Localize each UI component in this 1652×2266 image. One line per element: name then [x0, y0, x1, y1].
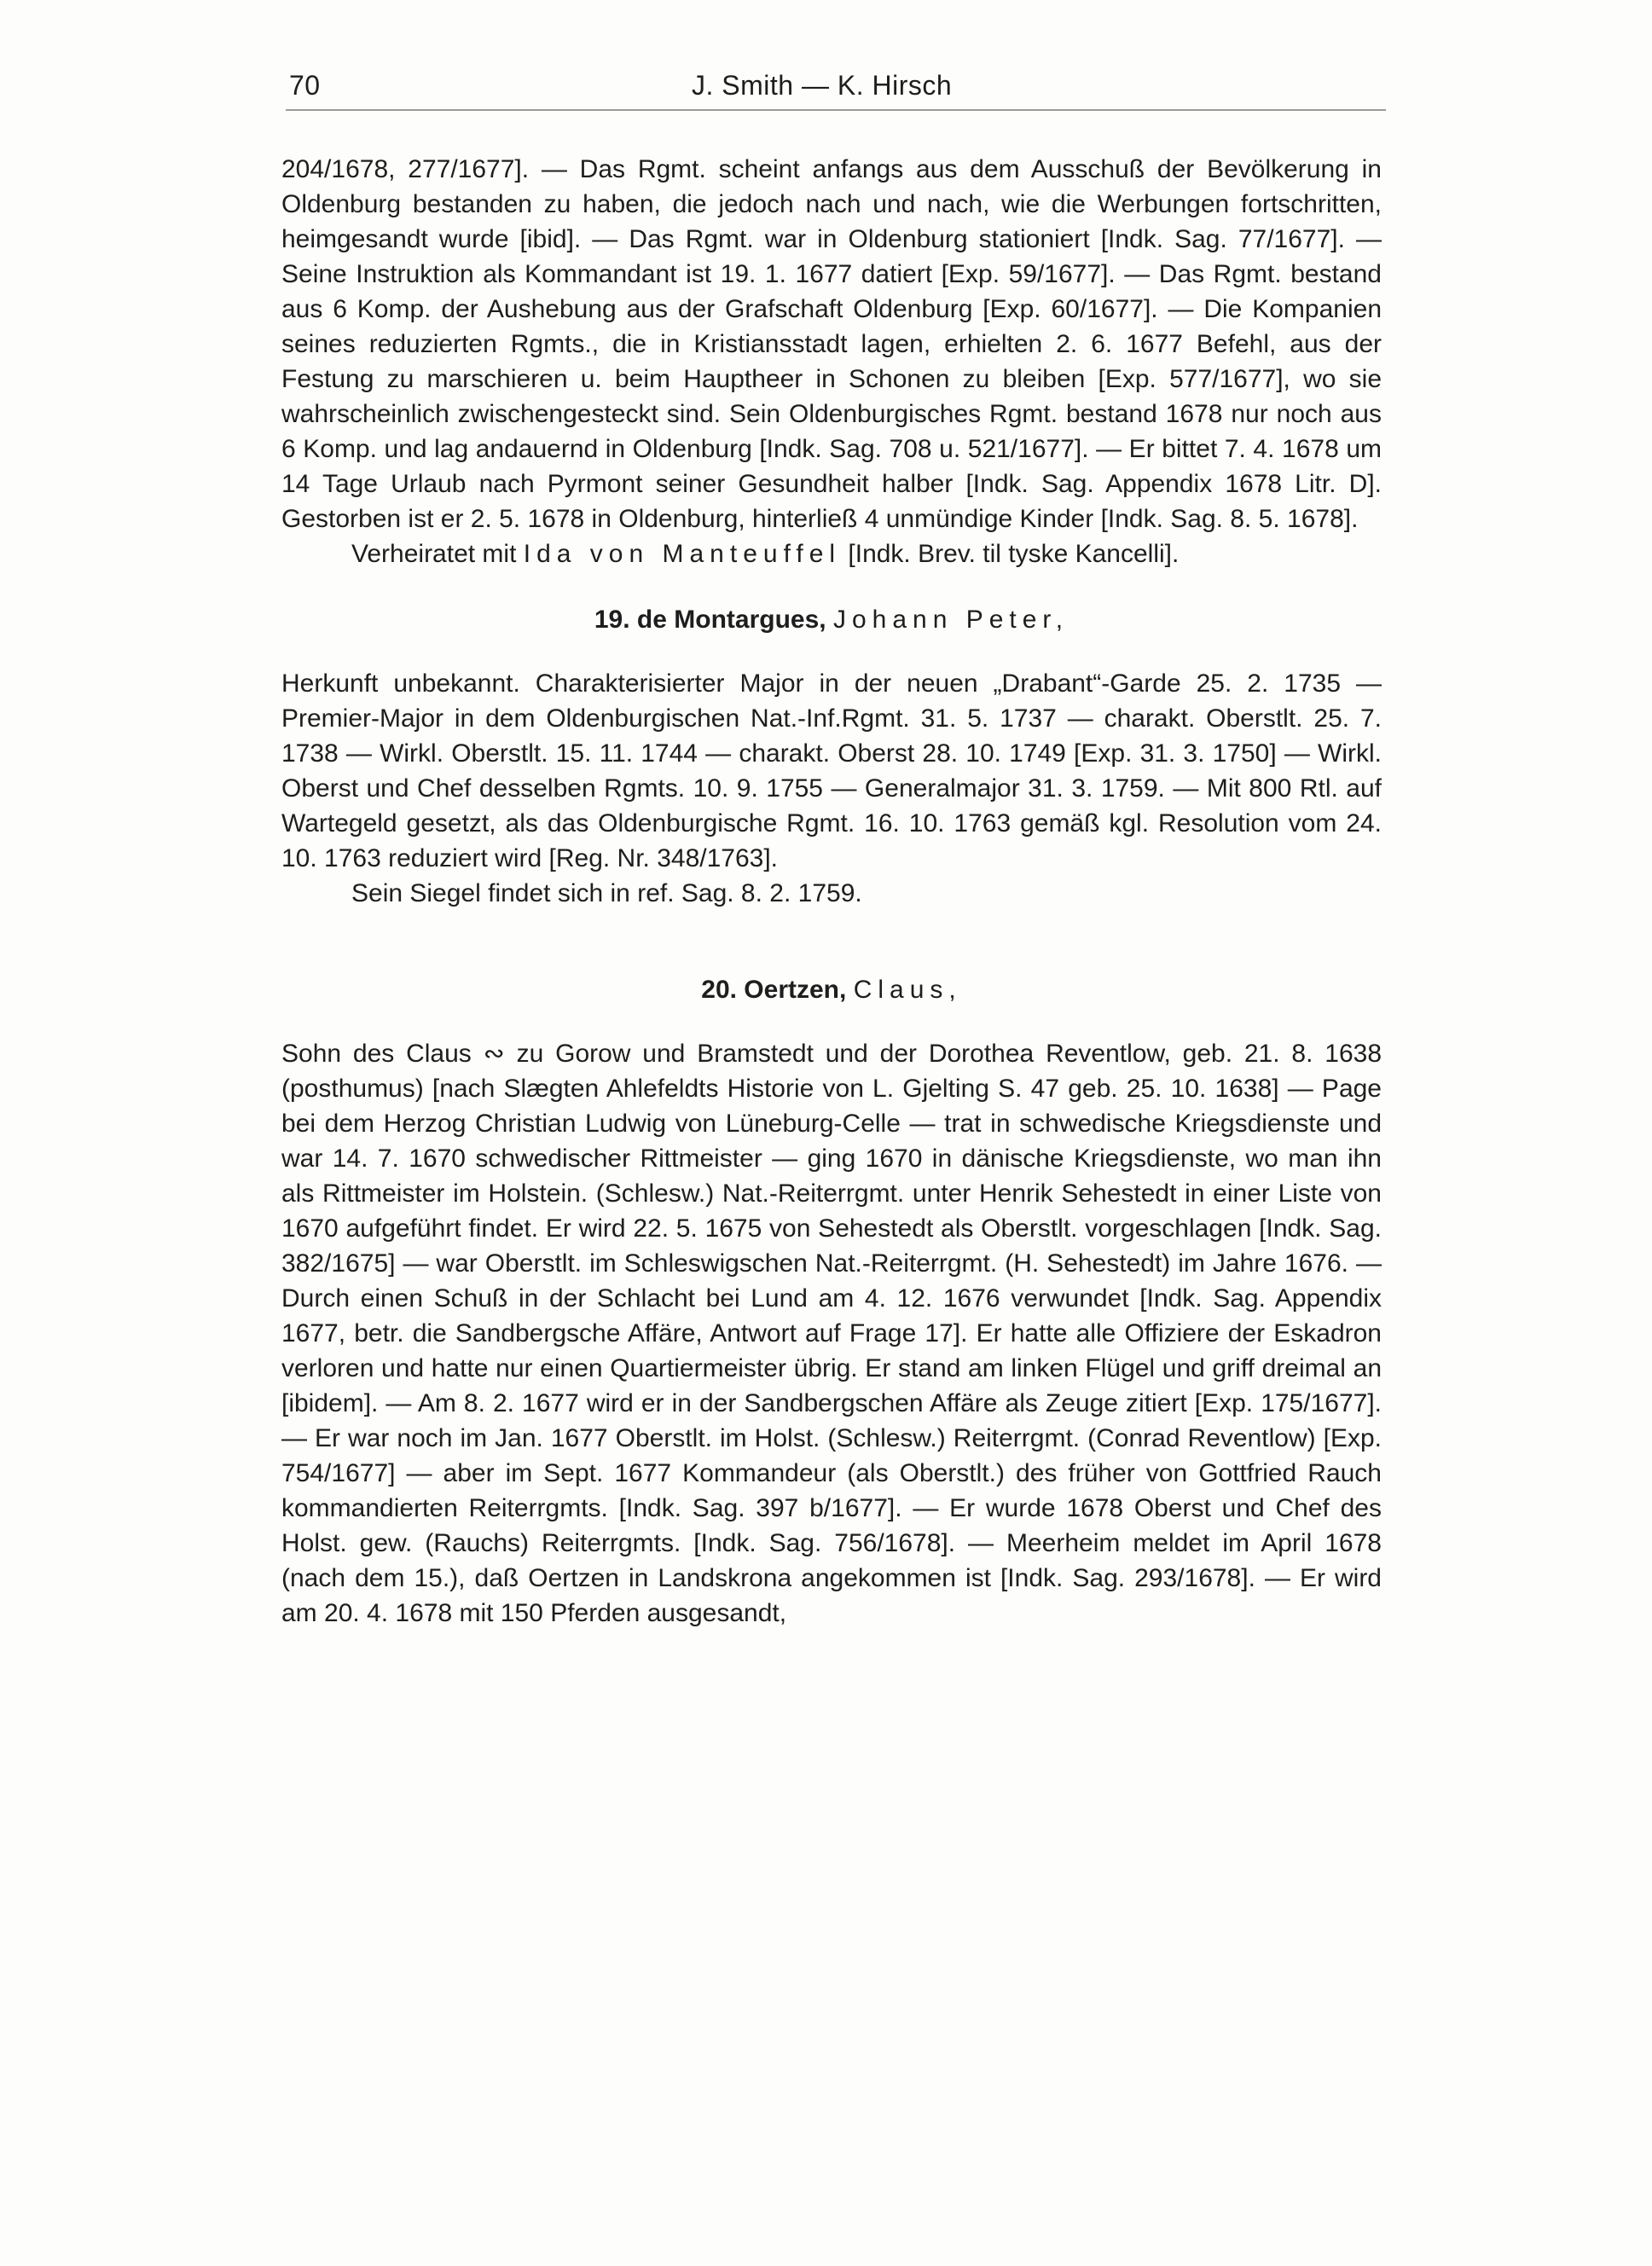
header-rule	[286, 109, 1386, 111]
page-header	[286, 63, 1386, 111]
entry-18-continuation: 204/1678, 277/1677]. — Das Rgmt. scheint anfangs aus dem Ausschuß der Bevölkerung in Oldenburg bestanden zu haben, die jedoch nach und nach, wie die Werbungen fortschritten, heimgesandt wurde [ibid]. — Das Rgmt. war in Oldenburg stationiert [Indk. Sag. 77/1677]. — Seine Instruktion als Kommandant ist 19. 1. 1677 datiert [Exp. 59/1677]. — Das Rgmt. bestand aus 6 Komp. der Aushebung aus der Grafschaft Oldenburg [Exp. 60/1677]. — Die Kompanien seines reduzierten Rgmts., die in Kristiansstadt lagen, erhielten 2. 6. 1677 Befehl, aus der Festung zu marschieren u. beim Hauptheer in Schonen zu bleiben [Exp. 577/1677], wo sie wahrscheinlich zwischengesteckt sind. Sein Oldenburgisches Rgmt. bestand 1678 nur noch aus 6 Komp. und lag andauernd in Oldenburg [Indk. Sag. 708 u. 521/1677]. — Er bittet 7. 4. 1678 um 14 Tage Urlaub nach Pyrmont seiner Gesundheit halber [Indk. Sag. Appendix 1678 Litr. D]. Gestorben ist er 2. 5. 1678 in Oldenburg, hinterließ 4 unmündige Kinder [Indk. Sag. 8. 5. 1678].	[281, 155, 1382, 533]
page-number: 70	[289, 70, 321, 101]
page-body	[281, 152, 1382, 1631]
marriage-suffix: [Indk. Brev. til tyske Kancelli].	[841, 540, 1180, 568]
entry-20-given-name: Claus,	[853, 976, 962, 1004]
entry-20-text: Sohn des Claus ∾ zu Gorow und Bramstedt und der Dorothea Reventlow, geb. 21. 8. 1638 (posthumus) [nach Slægten Ahlefeldts Historie von L. Gjelting S. 47 geb. 25. 10. 1638] — Page bei dem Herzog Christian Ludwig von Lüneburg-Celle — trat in schwedische Kriegsdienste und war 14. 7. 1670 schwedischer Rittmeister — ging 1670 in dänische Kriegsdienste, wo man ihn als Rittmeister im Holstein. (Schlesw.) Nat.-Reiterrgmt. unter Henrik Sehestedt in einer Liste von 1670 aufgeführt findet. Er wird 22. 5. 1675 von Sehestedt als Oberstlt. vorgeschlagen [Indk. Sag. 382/1675] — war Oberstlt. im Schleswigschen Nat.-Reiterrgmt. (H. Sehestedt) im Jahre 1676. — Durch einen Schuß in der Schlacht bei Lund am 4. 12. 1676 verwundet [Indk. Sag. Appendix 1677, betr. die Sandbergsche Affäre, Antwort auf Frage 17]. Er hatte alle Offiziere der Eskadron verloren und hatte nur einen Quartiermeister übrig. Er stand am linken Flügel und griff dreimal an [ibidem]. — Am 8. 2. 1677 wird er in der Sandbergschen Affäre als Zeuge zitiert [Exp. 175/1677]. — Er war noch im Jan. 1677 Oberstlt. im Holst. (Schlesw.) Reiterrgmt. (Conrad Reventlow) [Exp. 754/1677] — aber im Sept. 1677 Kommandeur (als Oberstlt.) des früher von Gottfried Rauch kommandierten Reiterrgmts. [Indk. Sag. 397 b/1677]. — Er wurde 1678 Oberst und Chef des Holst. gew. (Rauchs) Reiterrgmts. [Indk. Sag. 756/1678]. — Meerheim meldet im April 1678 (nach dem 15.), daß Oertzen in Landskrona angekommen ist [Indk. Sag. 293/1678]. — Er wird am 20. 4. 1678 mit 150 Pferden ausgesandt,	[281, 1040, 1382, 1627]
entry-20-number: 20. Oertzen,	[701, 976, 847, 1004]
spouse-name: Ida von Manteuffel	[523, 540, 842, 568]
entry-19-number: 19. de Montargues,	[594, 606, 826, 634]
marriage-prefix: Verheiratet mit	[351, 540, 524, 568]
entry-19-heading	[281, 602, 1382, 637]
section-gap	[281, 911, 1382, 942]
entry-20-heading	[281, 972, 1382, 1007]
entry-19-seal: Sein Siegel findet sich in ref. Sag. 8. 2. 1759.	[351, 879, 862, 907]
running-title: J. Smith — K. Hirsch	[692, 70, 953, 101]
entry-19-text: Herkunft unbekannt. Charakterisierter Major in der neuen „Drabant“-Garde 25. 2. 1735 — Premier-Major in dem Oldenburgischen Nat.-Inf.Rgmt. 31. 5. 1737 — charakt. Oberstlt. 25. 7. 1738 — Wirkl. Oberstlt. 15. 11. 1744 — charakt. Oberst 28. 10. 1749 [Exp. 31. 3. 1750] — Wirkl. Oberst und Chef desselben Rgmts. 10. 9. 1755 — Generalmajor 31. 3. 1759. — Mit 800 Rtl. auf Wartegeld gesetzt, als das Oldenburgische Rgmt. 16. 10. 1763 gemäß kgl. Resolution vom 24. 10. 1763 reduziert wird [Reg. Nr. 348/1763].	[281, 669, 1382, 872]
entry-18-marriage	[281, 536, 1382, 571]
entry-19-given-name: Johann Peter,	[832, 606, 1069, 634]
